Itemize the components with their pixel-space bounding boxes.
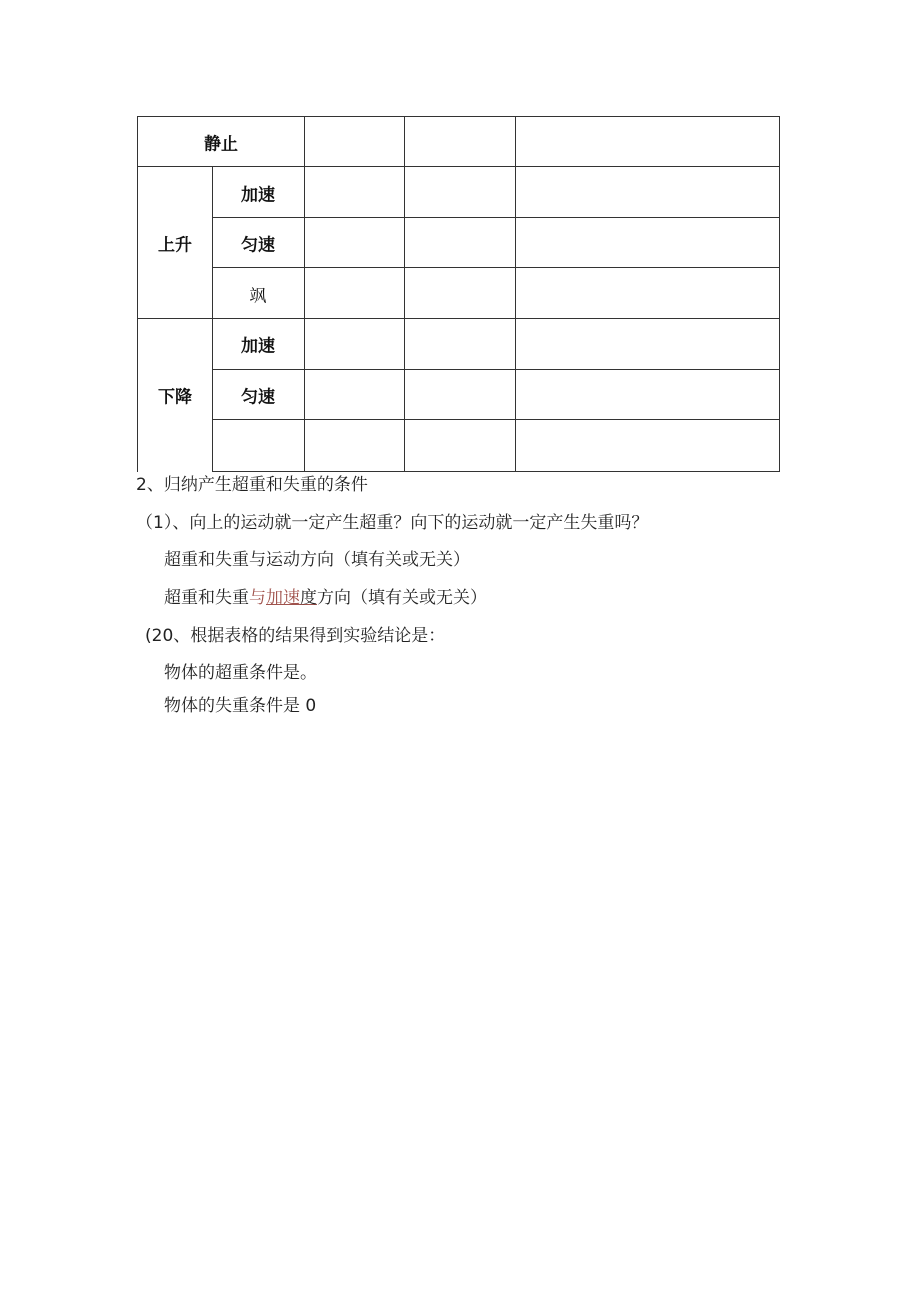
conclusion-weightless: 物体的失重条件是 0: [164, 696, 317, 716]
table-row-line: [212, 419, 780, 420]
table-row-line: [212, 267, 780, 268]
q1-line2-part5: 方向（填有关或无关）: [317, 588, 487, 608]
cell-up-accel: 加速: [241, 185, 275, 206]
cell-up-uniform: 匀速: [241, 235, 275, 256]
conclusion-overweight: 物体的超重条件是。: [164, 663, 317, 683]
cell-down-accel: 加速: [241, 336, 275, 357]
table-col-line: [212, 166, 213, 472]
q1-line2-part4: 度: [300, 588, 317, 608]
table-border-top: [137, 116, 780, 117]
cell-up-decel: 飒: [249, 286, 267, 307]
table-border-bottom: [212, 471, 780, 472]
cell-up: 上升: [158, 235, 192, 256]
table-border-left: [137, 116, 138, 472]
section2-heading: 2、归纳产生超重和失重的条件: [136, 475, 368, 495]
table-row-line: [212, 369, 780, 370]
cell-static: 静止: [204, 134, 238, 155]
table-row-line: [212, 217, 780, 218]
q1-line2-part1: 超重和失重: [164, 588, 249, 608]
table-col-line: [515, 116, 516, 472]
table-col-line: [304, 116, 305, 472]
q1-line2-part2: 与: [249, 588, 266, 608]
question-1-line-1: 超重和失重与运动方向（填有关或无关）: [164, 550, 470, 570]
cell-down-uniform: 匀速: [241, 387, 275, 408]
table-border-right: [779, 116, 780, 472]
question-1-line-2: [164, 587, 487, 609]
table-col-line: [404, 116, 405, 472]
q1-line2-part3: 加速: [266, 588, 300, 608]
cell-down: 下降: [158, 387, 192, 408]
table-row-line: [137, 318, 780, 319]
table-row-line: [137, 166, 780, 167]
question-1: （1）、向上的运动就一定产生超重？向下的运动就一定产生失重吗？: [136, 513, 649, 533]
question-2: (20、根据表格的结果得到实验结论是：: [145, 626, 446, 646]
motion-table: [0, 0, 920, 480]
